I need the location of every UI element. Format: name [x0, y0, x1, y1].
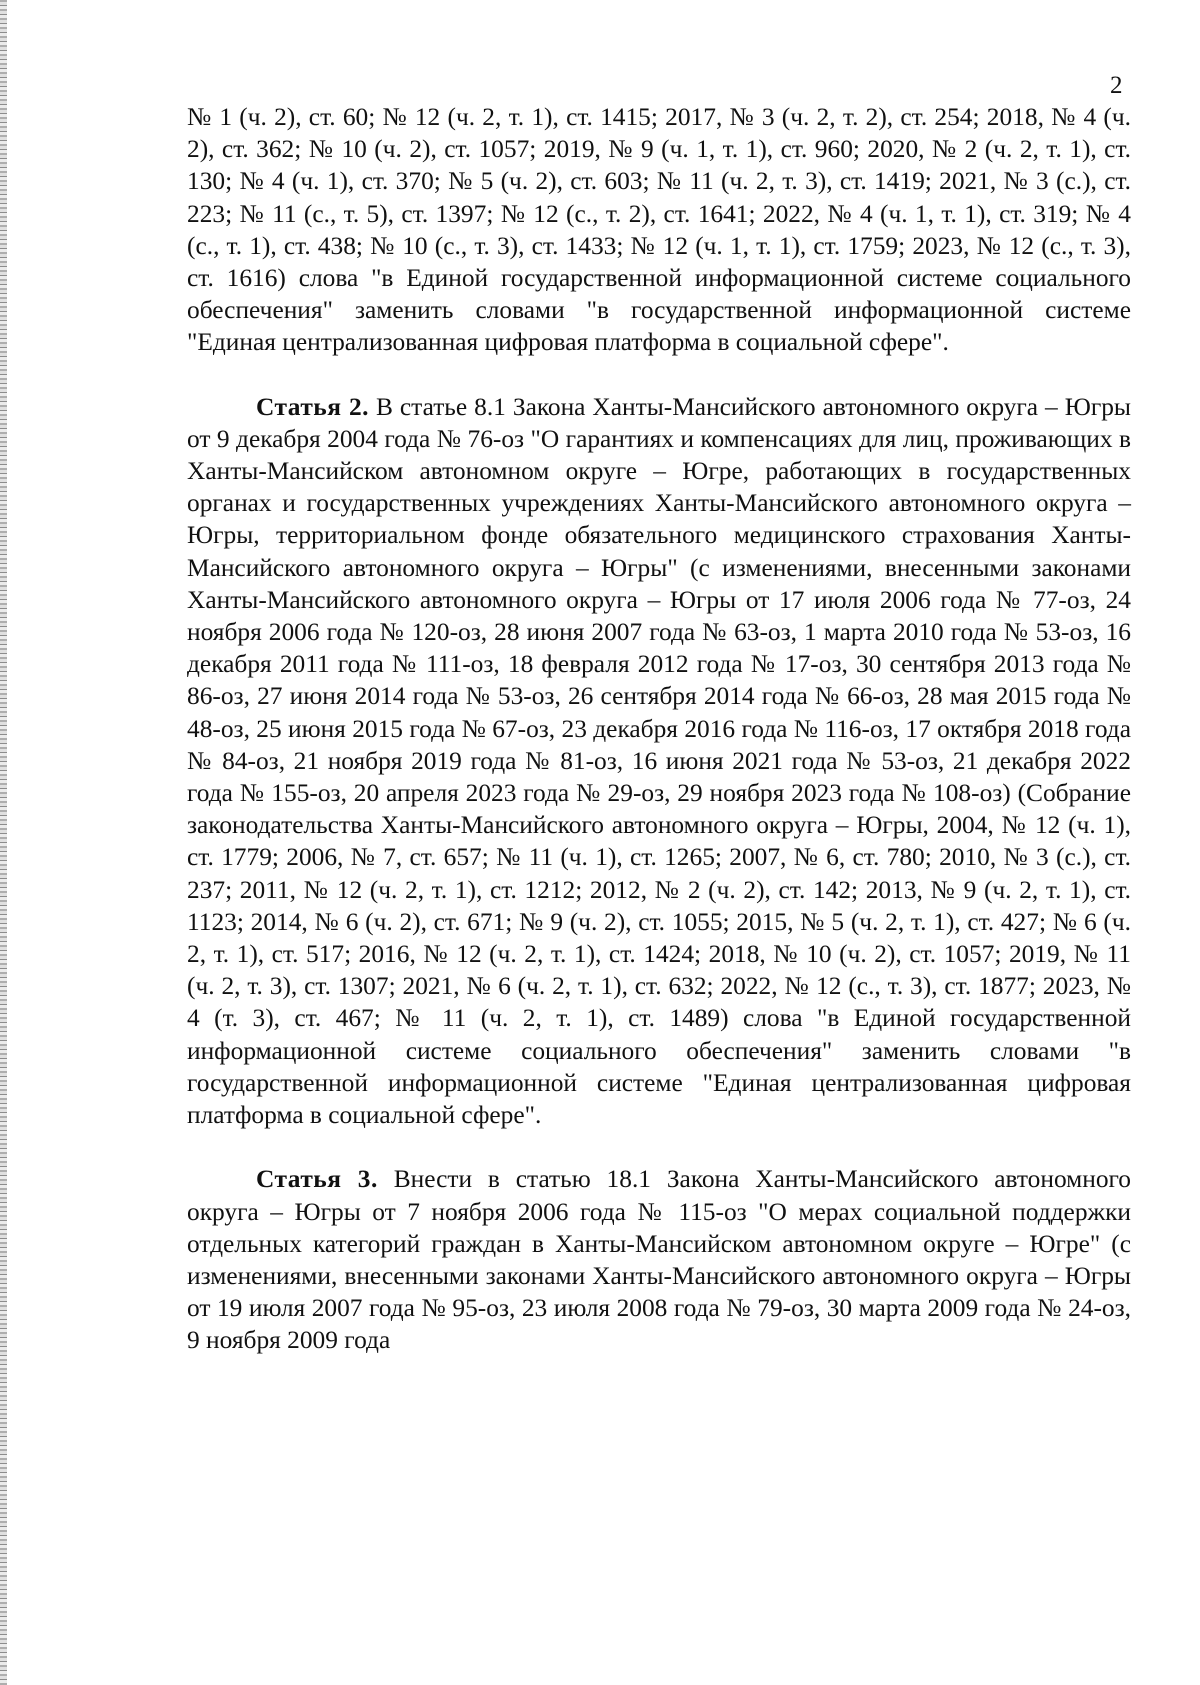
paragraph-gap — [187, 1131, 1131, 1163]
article-2-text: В статье 8.1 Закона Ханты-Мансийского автономного округа – Югры от 9 декабря 2004 года № 76-оз "О гарантиях и компенсациях для лиц, проживающих в Ханты-Мансийском автономном округе – Югре, работающих в государственных органах и государственных учреждениях Ханты-Мансийского автономного округа – Югры, территориальном фонде обязательного медицинского страхования Ханты-Мансийского автономного округа – Югры" (с изменениями, внесенными законами Ханты-Мансийского автономного округа – Югры от 17 июля 2006 года № 77-оз, 24 ноября 2006 года № 120-оз, 28 июня 2007 года № 63-оз, 1 марта 2010 года № 53-оз, 16 декабря 2011 года № 111-оз, 18 февраля 2012 года № 17-оз, 30 сентября 2013 года № 86-оз, 27 июня 2014 года № 53-оз, 26 сентября 2014 года № 66-оз, 28 мая 2015 года № 48-оз, 25 июня 2015 года № 67-оз, 23 декабря 2016 года № 116-оз, 17 октября 2018 года № 84-оз, 21 ноября 2019 года № 81-оз, 16 июня 2021 года № 53-оз, 21 декабря 2022 года № 155-оз, 20 апреля 2023 года № 29-оз, 29 ноября 2023 года № 108-оз) (Собрание законодательства Ханты-Мансийского автономного округа – Югры, 2004, № 12 (ч. 1), ст. 1779; 2006, № 7, ст. 657; № 11 (ч. 1), ст. 1265; 2007, № 6, ст. 780; 2010, № 3 (с.), ст. 237; 2011, № 12 (ч. 2, т. 1), ст. 1212; 2012, № 2 (ч. 2), ст. 142; 2013, № 9 (ч. 2, т. 1), ст. 1123; 2014, № 6 (ч. 2), ст. 671; № 9 (ч. 2), ст. 1055; 2015, № 5 (ч. 2, т. 1), ст. 427; № 6 (ч. 2, т. 1), ст. 517; 2016, № 12 (ч. 2, т. 1), ст. 1424; 2018, № 10 (ч. 2), ст. 1057; 2019, № 11 (ч. 2, т. 3), ст. 1307; 2021, № 6 (ч. 2, т. 1), ст. 632; 2022, № 12 (с., т. 3), ст. 1877; 2023, № 4 (т. 3), ст. 467; № 11 (ч. 2, т. 1), ст. 1489) слова "в Единой государственной информационной системе социального обеспечения" заменить словами "в государственной информационной системе "Единая централизованная цифровая платформа в социальной сфере". — [187, 392, 1131, 1130]
continued-paragraph: № 1 (ч. 2), ст. 60; № 12 (ч. 2, т. 1), ст. 1415; 2017, № 3 (ч. 2, т. 2), ст. 254; 2018, № 4 (ч. 2), ст. 362; № 10 (ч. 2), ст. 1057; 2019, № 9 (ч. 1, т. 1), ст. 960; 2020, № 2 (ч. 2, т. 1), ст. 130; № 4 (ч. 1), ст. 370; № 5 (ч. 2), ст. 603; № 11 (ч. 2, т. 3), ст. 1419; 2021, № 3 (с.), ст. 223; № 11 (с., т. 5), ст. 1397; № 12 (с., т. 2), ст. 1641; 2022, № 4 (ч. 1, т. 1), ст. 319; № 4 (с., т. 1), ст. 438; № 10 (с., т. 3), ст. 1433; № 12 (ч. 1, т. 1), ст. 1759; 2023, № 12 (с., т. 3), ст. 1616) слова "в Единой государственной информационной системе социального обеспечения" заменить словами "в государственной информационной системе "Единая централизованная цифровая платформа в социальной сфере". — [187, 103, 1131, 357]
article-2-paragraph — [187, 391, 1131, 1132]
article-3-text: Внести в статью 18.1 Закона Ханты-Мансийского автономного округа – Югры от 7 ноября 2006 года № 115-оз "О мерах социальной поддержки отдельных категорий граждан в Ханты-Мансийском автономном округе – Югре" (с изменениями, внесенными законами Ханты-Мансийского автономного округа – Югры от 19 июля 2007 года № 95-оз, 23 июля 2008 года № 79-оз, 30 марта 2009 года № 24-оз, 9 ноября 2009 года — [187, 1165, 1131, 1355]
document-body — [187, 101, 1131, 1357]
article-3-label: Статья 3. — [256, 1165, 378, 1194]
article-3-paragraph — [187, 1163, 1131, 1356]
page-number: 2 — [1110, 72, 1123, 99]
article-2-label: Статья 2. — [256, 392, 369, 421]
paragraph-gap — [187, 359, 1131, 391]
scan-edge — [0, 0, 7, 1685]
